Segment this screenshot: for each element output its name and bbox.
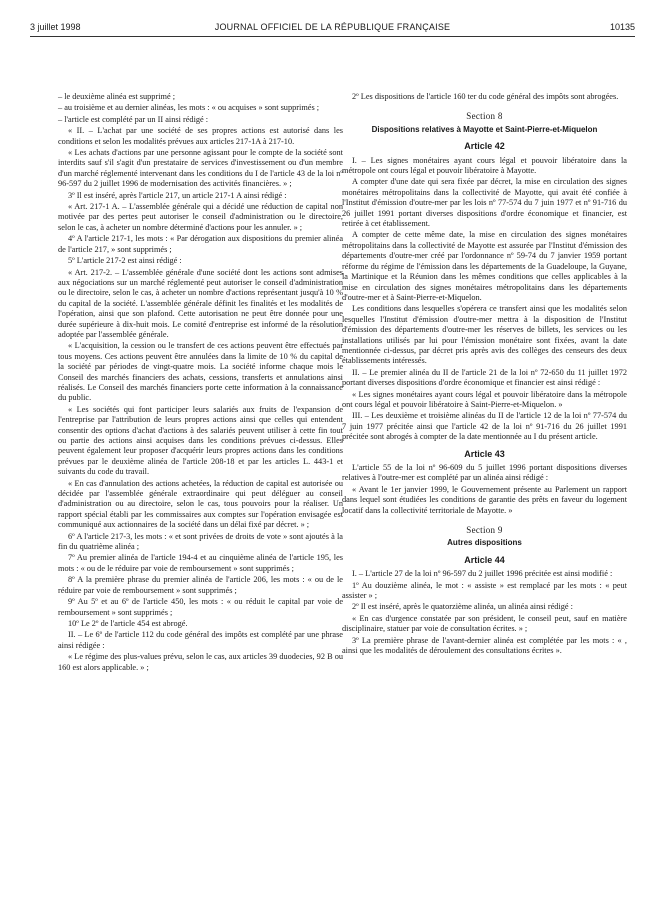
paragraph: – au troisième et au dernier alinéas, les mots : « ou acquises » sont supprimés ; bbox=[58, 103, 320, 113]
header-rule bbox=[30, 36, 635, 37]
paragraph: 3º La première phrase de l'avant-dernier alinéa est complétée par les mots : « , ainsi que les modalités de déroulement des consultations écrites ». bbox=[342, 635, 627, 656]
paragraph: – l'article est complété par un II ainsi rédigé : bbox=[58, 114, 209, 124]
paragraph: 6º A l'article 217-3, les mots : « et sont privées de droits de vote » sont ajoutés à la fin du quatrième alinéa ; bbox=[58, 531, 343, 552]
paragraph: L'article 55 de la loi nº 96-609 du 5 juillet 1996 portant dispositions diverses relatives à l'outre-mer est complété par un alinéa ainsi rédigé : bbox=[342, 463, 627, 483]
article-title: Article 42 bbox=[464, 141, 505, 152]
paragraph: 3º Il est inséré, après l'article 217, un article 217-1 A ainsi rédigé : bbox=[68, 190, 287, 200]
section-subtitle: Dispositions relatives à Mayotte et Saint-Pierre-et-Miquelon bbox=[371, 124, 598, 134]
paragraph: 1º Au douzième alinéa, le mot : « assiste » est remplacé par les mots : « peut assister » ; bbox=[342, 580, 627, 601]
paragraph: 8º A la première phrase du premier alinéa de l'article 206, les mots : « ou de le réduire par voie de remboursement » sont supprimés ; bbox=[58, 575, 343, 595]
paragraph: – le deuxième alinéa est supprimé ; bbox=[58, 92, 176, 101]
paragraph: « En cas d'annulation des actions achetées, la réduction de capital est autorisée ou décidée par l'assemblée générale extraordinaire qui peut déléguer au conseil d'administration ou au directoire, selon le cas, tous pouvoirs pour la réaliser. Un rapport spécial établi par les commissaires aux comptes sur l'opération envisagée est communiqué aux actionnaires de la société dans un délai fixé par décret. » ; bbox=[58, 478, 343, 530]
section-subtitle: Autres dispositions bbox=[447, 538, 522, 548]
paragraph: « Art. 217-2. – L'assemblée générale d'une société dont les actions sont admises aux négociations sur un marché réglementé peut autoriser le conseil d'administration ou le directoire, selon le cas, à acheter un nombre d'actions représentant jusqu'à 10 % du capital de la société. L'assemblée générale définit les finalités et les modalités de l'opération, ainsi que son plafond. Cette autorisation ne peut être donnée pour une durée supérieure à dix-huit mois. Le comité d'entreprise est informé de la résolution adoptée par l'assemblée générale. bbox=[58, 267, 343, 339]
paragraph: Les conditions dans lesquelles s'opérera ce transfert ainsi que les modalités selon lesquelles l'Institut d'émission d'outre-mer mettra à la disposition de l'Institut d'émission des départements d'outre-mer les réserves de billets, les services ou les installations utilisés par lui pour l'émission monétaire sont fixées, avant la date mentionnée ci-dessus, par décret pris après avis des collèges des censeurs des deux établissements intéressés. bbox=[342, 304, 627, 366]
paragraph: « II. – L'achat par une société de ses propres actions est autorisé dans les conditions et selon les modalités prévues aux articles 217-1A à 217-10. bbox=[58, 126, 343, 146]
paragraph: « Le régime des plus-values prévu, selon le cas, aux articles 39 duodecies, 92 B ou 160 est alors applicable. » ; bbox=[58, 652, 343, 672]
paragraph: I. – L'article 27 de la loi nº 96-597 du 2 juillet 1996 précitée est ainsi modifié : bbox=[352, 569, 613, 579]
paragraph: A compter de cette même date, la mise en circulation des signes monétaires métropolitains dans la collectivité de Mayotte est assurée par l'Institut d'émission des départements d'outre-mer créé par l'ordonnance nº 59-74 du 7 janvier 1959 portant réforme du régime de l'émission dans les départements de la Guadeloupe, la Guyane, la Martinique et la Réunion dans les mêmes conditions que celles applicables à la mise en circulation des signes monétaires métropolitains dans les départements d'outre-mer et à Saint-Pierre-et-Miquelon. bbox=[342, 230, 627, 302]
left-column bbox=[58, 92, 343, 674]
paragraph: 2º Les dispositions de l'article 160 ter du code général des impôts sont abrogées. bbox=[352, 92, 619, 101]
paragraph: 7º Au premier alinéa de l'article 194-4 et au cinquième alinéa de l'article 195, les mots : « ou de le réduire par voie de remboursement » sont supprimés ; bbox=[58, 553, 343, 573]
paragraph: 10º Le 2º de l'article 454 est abrogé. bbox=[68, 618, 188, 628]
right-column bbox=[342, 92, 627, 658]
paragraph: II. – Le premier alinéa du II de l'article 21 de la loi nº 72-650 du 11 juillet 1972 portant diverses dispositions d'ordre économique et financier est ainsi rédigé : bbox=[342, 367, 627, 388]
paragraph: « Art. 217-1 A. – L'assemblée générale qui a décidé une réduction de capital non motivée par des pertes peut autoriser le conseil d'administration ou le directoire, selon le cas, à acheter un nombre déterminé d'actions pour les annuler. » ; bbox=[58, 202, 343, 232]
article-title: Article 44 bbox=[464, 554, 505, 565]
paragraph: II. – Le 6º de l'article 112 du code général des impôts est complété par une phrase ainsi rédigée : bbox=[58, 630, 343, 650]
paragraph: « Les sociétés qui font participer leurs salariés aux fruits de l'expansion de l'entreprise par l'attribution de leurs propres actions ainsi que celles qui entendent consentir des options d'achat d'actions à des salariés peuvent utiliser à cette fin tout ou partie des actions ainsi acquises dans les conditions prévues ci-dessus. Elles peuvent également leur proposer d'acquérir leurs propres actions dans les conditions prévues par le deuxième alinéa de l'article 208-18 et par les articles L. 443-1 et suivants du code du travail. bbox=[58, 404, 343, 477]
page-number: 10135 bbox=[609, 22, 635, 32]
paragraph: « Avant le 1er janvier 1999, le Gouvernement présente au Parlement un rapport dans lequel sont étudiées les conditions de garantie des prêts en faveur du logement locatif dans la collectivité territoriale de Mayotte. » bbox=[342, 484, 627, 515]
paragraph: 9º Au 5º et au 6º de l'article 450, les mots : « ou réduit le capital par voie de remboursement » sont supprimés ; bbox=[58, 597, 343, 617]
journal-title: JOURNAL OFFICIEL DE LA RÉPUBLIQUE FRANÇAISE bbox=[214, 22, 451, 32]
paragraph: III. – Les deuxième et troisième alinéas du II de l'article 12 de la loi nº 77-574 du 7 juin 1977 précitée ainsi que l'article 42 de la loi nº 91-716 du 26 juillet 1991 précitée sont abrogés à compter de la date mentionnée au I du présent article. bbox=[342, 411, 627, 442]
paragraph: « L'acquisition, la cession ou le transfert de ces actions peuvent être effectués par tous moyens. Ces actions peuvent être annulées dans la limite de 10 % du capital de la société par périodes de vingt-quatre mois. La société informe chaque mois le Conseil des marchés financiers des achats, cessions, transferts et annulations ainsi réalisés. Le Conseil des marchés financiers porte cette information à la connaissance du public. bbox=[58, 341, 343, 403]
paragraph: A compter d'une date qui sera fixée par décret, la mise en circulation des signes monétaires métropolitains dans la collectivité de Mayotte, qui avait été confiée à l'Institut d'émission d'outre-mer par les lois nº 77-574 du 7 juin 1977 et nº 91-716 du 26 juillet 1991 portant diverses dispositions d'ordre économique et financier, est retirée à cet établissement. bbox=[342, 177, 627, 229]
page-header bbox=[30, 22, 635, 36]
paragraph: I. – Les signes monétaires ayant cours légal et pouvoir libératoire dans la métropole ont cours légal et pouvoir libératoire à Mayotte. bbox=[342, 155, 627, 176]
article-title: Article 43 bbox=[464, 448, 505, 459]
paragraph: « Les achats d'actions par une personne agissant pour le compte de la société sont interdits sauf s'il s'agit d'un prestataire de services d'investissement ou d'un membre d'un marché réglementé intervenant dans les conditions du I de l'article 43 de la loi nº 96-597 du 2 juillet 1996 de modernisation des activités financières. » ; bbox=[58, 148, 343, 189]
paragraph: 4º A l'article 217-1, les mots : « Par dérogation aux dispositions du premier alinéa de l'article 217, » sont supprimés ; bbox=[58, 234, 343, 254]
section-title: Section 9 bbox=[466, 525, 503, 536]
paragraph: « Les signes monétaires ayant cours légal et pouvoir libératoire dans la métropole ont cours légal et pouvoir libératoire à Saint-Pierre-et-Miquelon. » bbox=[342, 389, 627, 409]
paragraph: 5º L'article 217-2 est ainsi rédigé : bbox=[68, 256, 182, 266]
paragraph: 2º Il est inséré, après le quatorzième alinéa, un alinéa ainsi rédigé : bbox=[352, 602, 573, 612]
header-date: 3 juillet 1998 bbox=[30, 22, 81, 32]
section-title: Section 8 bbox=[466, 111, 503, 122]
paragraph: « En cas d'urgence constatée par son président, le conseil peut, sauf en matière disciplinaire, statuer par voie de consultation écrites. » ; bbox=[342, 613, 627, 634]
